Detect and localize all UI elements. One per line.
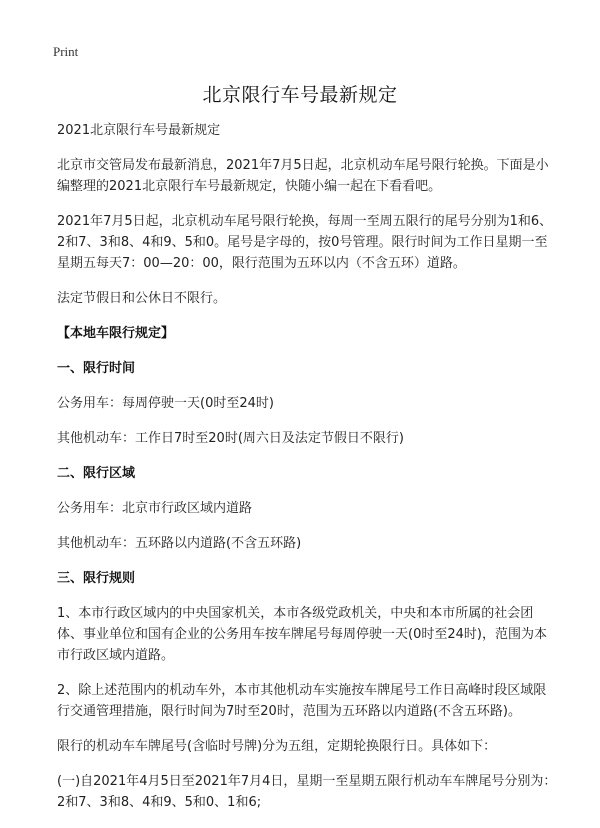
section-rules-heading: 三、限行规则 xyxy=(57,571,136,586)
holiday-paragraph: 法定节假日和公休日不限行。 xyxy=(57,291,227,306)
area-official-car: 公务用车：北京市行政区域内道路 xyxy=(57,501,253,516)
article-subtitle: 2021北京限行车号最新规定 xyxy=(57,123,221,138)
article-body xyxy=(57,120,557,827)
area-other-vehicle: 其他机动车：五环路以内道路(不含五环路) xyxy=(57,536,302,551)
time-official-car: 公务用车：每周停驶一天(0时至24时) xyxy=(57,396,274,411)
rule-2-paragraph: 2、除上述范围内的机动车外，本市其他机动车实施按车牌尾号工作日高峰时段区域限行交通管理措施，限行时间为7时至20时，范围为五环路以内道路(不含五环路)。 xyxy=(57,683,547,719)
groups-paragraph: 限行的机动车车牌尾号(含临时号牌)分为五组，定期轮换限行日。具体如下： xyxy=(57,739,497,754)
section-area-heading: 二、限行区域 xyxy=(57,466,136,481)
section-local-heading: 【本地车限行规定】 xyxy=(57,326,175,341)
page-title: 北京限行车号最新规定 xyxy=(202,84,398,106)
rule-1-paragraph: 1、本市行政区域内的中央国家机关，本市各级党政机关，中央和本市所属的社会团体、事业单位和国有企业的公务用车按车牌尾号每周停驶一天(0时至24时)，范围为本市行政区域内道路。 xyxy=(57,606,547,663)
time-other-vehicle: 其他机动车：工作日7时至20时(周六日及法定节假日不限行) xyxy=(57,431,404,446)
section-time-heading: 一、限行时间 xyxy=(57,361,136,376)
period-1-paragraph: (一)自2021年4月5日至2021年7月4日，星期一至星期五限行机动车车牌尾号分别为：2和7、3和8、4和9、5和0、1和6; xyxy=(57,774,557,810)
print-link[interactable]: Print xyxy=(53,44,79,59)
rule-summary-paragraph: 2021年7月5日起，北京机动车尾号限行轮换，每周一至周五限行的尾号分别为1和6、2和7、3和8、4和9、5和0。尾号是字母的，按0号管理。限行时间为工作日星期一至星期五每天7：00—20：00，限行范围为五环以内（不含五环）道路。 xyxy=(57,214,553,271)
intro-paragraph: 北京市交管局发布最新消息，2021年7月5日起，北京机动车尾号限行轮换。下面是小编整理的2021北京限行车号最新规定，快随小编一起在下看看吧。 xyxy=(57,158,549,194)
